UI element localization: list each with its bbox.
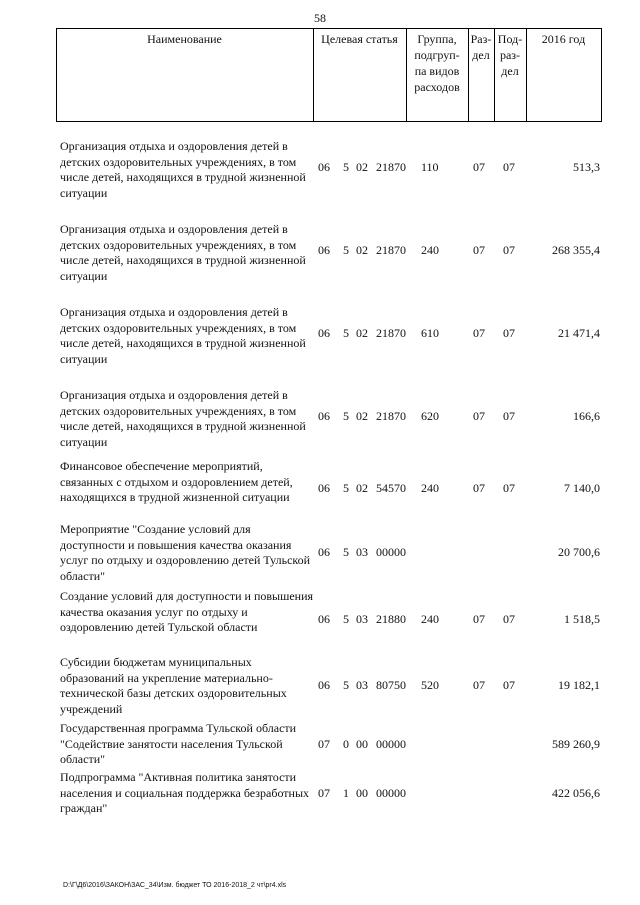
target-subprogram-code: 5 xyxy=(343,612,349,626)
subsection-code: 07 xyxy=(503,326,515,340)
target-subprogram-code: 1 xyxy=(343,786,349,800)
target-direction-code: 21870 xyxy=(376,243,406,257)
row-name: Государственная программа Тульской области "Содействие занятости населения Тульской области" xyxy=(60,721,297,766)
header-target-article: Целевая статья xyxy=(321,32,398,46)
expense-group: 240 xyxy=(421,612,439,626)
amount-2016: 589 260,9 xyxy=(552,737,600,751)
amount-2016: 1 518,5 xyxy=(564,612,600,626)
target-event-code: 02 xyxy=(356,243,368,257)
header-year: 2016 год xyxy=(541,32,586,46)
amount-2016: 7 140,0 xyxy=(564,481,600,495)
page-number: 58 xyxy=(314,11,326,25)
row-name: Субсидии бюджетам муниципальных образований на укрепление материально-технической базы детских оздоровительных учреждений xyxy=(60,655,287,716)
section-code: 07 xyxy=(473,326,485,340)
section-code: 07 xyxy=(473,481,485,495)
subsection-code: 07 xyxy=(503,160,515,174)
amount-2016: 268 355,4 xyxy=(552,243,600,257)
amount-2016: 422 056,6 xyxy=(552,786,600,800)
table-row xyxy=(56,655,602,717)
amount-2016: 20 700,6 xyxy=(558,545,600,559)
section-code: 07 xyxy=(473,612,485,626)
header-section: Раз- дел xyxy=(470,32,492,62)
target-direction-code: 54570 xyxy=(376,481,406,495)
table-row xyxy=(56,522,602,584)
header-subsection: Под- раз- дел xyxy=(497,32,523,78)
target-program-code: 06 xyxy=(318,678,330,692)
target-subprogram-code: 5 xyxy=(343,243,349,257)
section-code: 07 xyxy=(473,160,485,174)
target-direction-code: 80750 xyxy=(376,678,406,692)
target-direction-code: 00000 xyxy=(376,545,406,559)
table-row xyxy=(56,305,602,367)
target-program-code: 06 xyxy=(318,160,330,174)
expense-group: 520 xyxy=(421,678,439,692)
target-event-code: 03 xyxy=(356,678,368,692)
target-event-code: 02 xyxy=(356,160,368,174)
amount-2016: 513,3 xyxy=(573,160,600,174)
row-name: Финансовое обеспечение мероприятий, связанных с отдыхом и оздоровлением детей, находящихся в трудной жизненной ситуации xyxy=(60,459,293,504)
amount-2016: 21 471,4 xyxy=(558,326,600,340)
row-name: Организация отдыха и оздоровления детей в детских оздоровительных учреждениях, в том числе детей, находящихся в трудной жизненной ситуации xyxy=(60,222,306,283)
header-divider xyxy=(601,28,602,122)
target-direction-code: 00000 xyxy=(376,737,406,751)
target-subprogram-code: 5 xyxy=(343,481,349,495)
amount-2016: 19 182,1 xyxy=(558,678,600,692)
target-event-code: 00 xyxy=(356,786,368,800)
target-event-code: 02 xyxy=(356,326,368,340)
target-direction-code: 21870 xyxy=(376,409,406,423)
table-row xyxy=(56,721,602,768)
row-name: Мероприятие "Создание условий для доступности и повышения качества оказания услуг по отдыху и оздоровлению детей Тульской области" xyxy=(60,522,311,583)
table-row xyxy=(56,139,602,201)
header-expense-group: Группа, подгруп- па видов расходов xyxy=(414,32,460,94)
row-name: Организация отдыха и оздоровления детей в детских оздоровительных учреждениях, в том числе детей, находящихся в трудной жизненной ситуации xyxy=(60,388,306,449)
expense-group: 240 xyxy=(421,243,439,257)
row-name: Подпрограмма "Активная политика занятости населения и социальная поддержка безработных граждан" xyxy=(60,770,310,815)
target-program-code: 06 xyxy=(318,612,330,626)
target-event-code: 02 xyxy=(356,481,368,495)
file-path-footer: D:\Г\Д6\2016\ЗАКОН\ЗАС_34\Изм. бюджет ТО 2016-2018_2 чт\pr4.xls xyxy=(63,882,287,889)
expense-group: 610 xyxy=(421,326,439,340)
subsection-code: 07 xyxy=(503,612,515,626)
subsection-code: 07 xyxy=(503,678,515,692)
target-subprogram-code: 5 xyxy=(343,160,349,174)
target-event-code: 03 xyxy=(356,545,368,559)
header-name: Наименование xyxy=(147,32,222,46)
target-subprogram-code: 5 xyxy=(343,326,349,340)
target-event-code: 03 xyxy=(356,612,368,626)
expense-group: 620 xyxy=(421,409,439,423)
header-bottom-rule xyxy=(56,121,602,122)
expense-group: 110 xyxy=(421,160,439,174)
target-subprogram-code: 5 xyxy=(343,409,349,423)
table-row xyxy=(56,388,602,450)
target-event-code: 02 xyxy=(356,409,368,423)
section-code: 07 xyxy=(473,678,485,692)
target-program-code: 06 xyxy=(318,409,330,423)
section-code: 07 xyxy=(473,243,485,257)
section-code: 07 xyxy=(473,409,485,423)
target-subprogram-code: 5 xyxy=(343,678,349,692)
table-row xyxy=(56,222,602,284)
target-program-code: 06 xyxy=(318,481,330,495)
expense-group: 240 xyxy=(421,481,439,495)
subsection-code: 07 xyxy=(503,481,515,495)
target-program-code: 07 xyxy=(318,786,330,800)
subsection-code: 07 xyxy=(503,409,515,423)
table-header xyxy=(56,28,602,122)
table-row xyxy=(56,459,602,521)
target-direction-code: 21880 xyxy=(376,612,406,626)
target-program-code: 06 xyxy=(318,326,330,340)
table-row xyxy=(56,770,602,817)
row-name: Организация отдыха и оздоровления детей в детских оздоровительных учреждениях, в том числе детей, находящихся в трудной жизненной ситуации xyxy=(60,305,306,366)
target-program-code: 06 xyxy=(318,243,330,257)
table-row xyxy=(56,589,602,651)
row-name: Создание условий для доступности и повышения качества оказания услуг по отдыху и оздоровлению детей Тульской области xyxy=(60,589,314,634)
header-top-rule xyxy=(56,28,602,29)
target-program-code: 07 xyxy=(318,737,330,751)
subsection-code: 07 xyxy=(503,243,515,257)
row-name: Организация отдыха и оздоровления детей в детских оздоровительных учреждениях, в том числе детей, находящихся в трудной жизненной ситуации xyxy=(60,139,306,200)
target-direction-code: 21870 xyxy=(376,160,406,174)
target-direction-code: 00000 xyxy=(376,786,406,800)
target-event-code: 00 xyxy=(356,737,368,751)
target-direction-code: 21870 xyxy=(376,326,406,340)
target-subprogram-code: 0 xyxy=(343,737,349,751)
target-program-code: 06 xyxy=(318,545,330,559)
target-subprogram-code: 5 xyxy=(343,545,349,559)
amount-2016: 166,6 xyxy=(573,409,600,423)
